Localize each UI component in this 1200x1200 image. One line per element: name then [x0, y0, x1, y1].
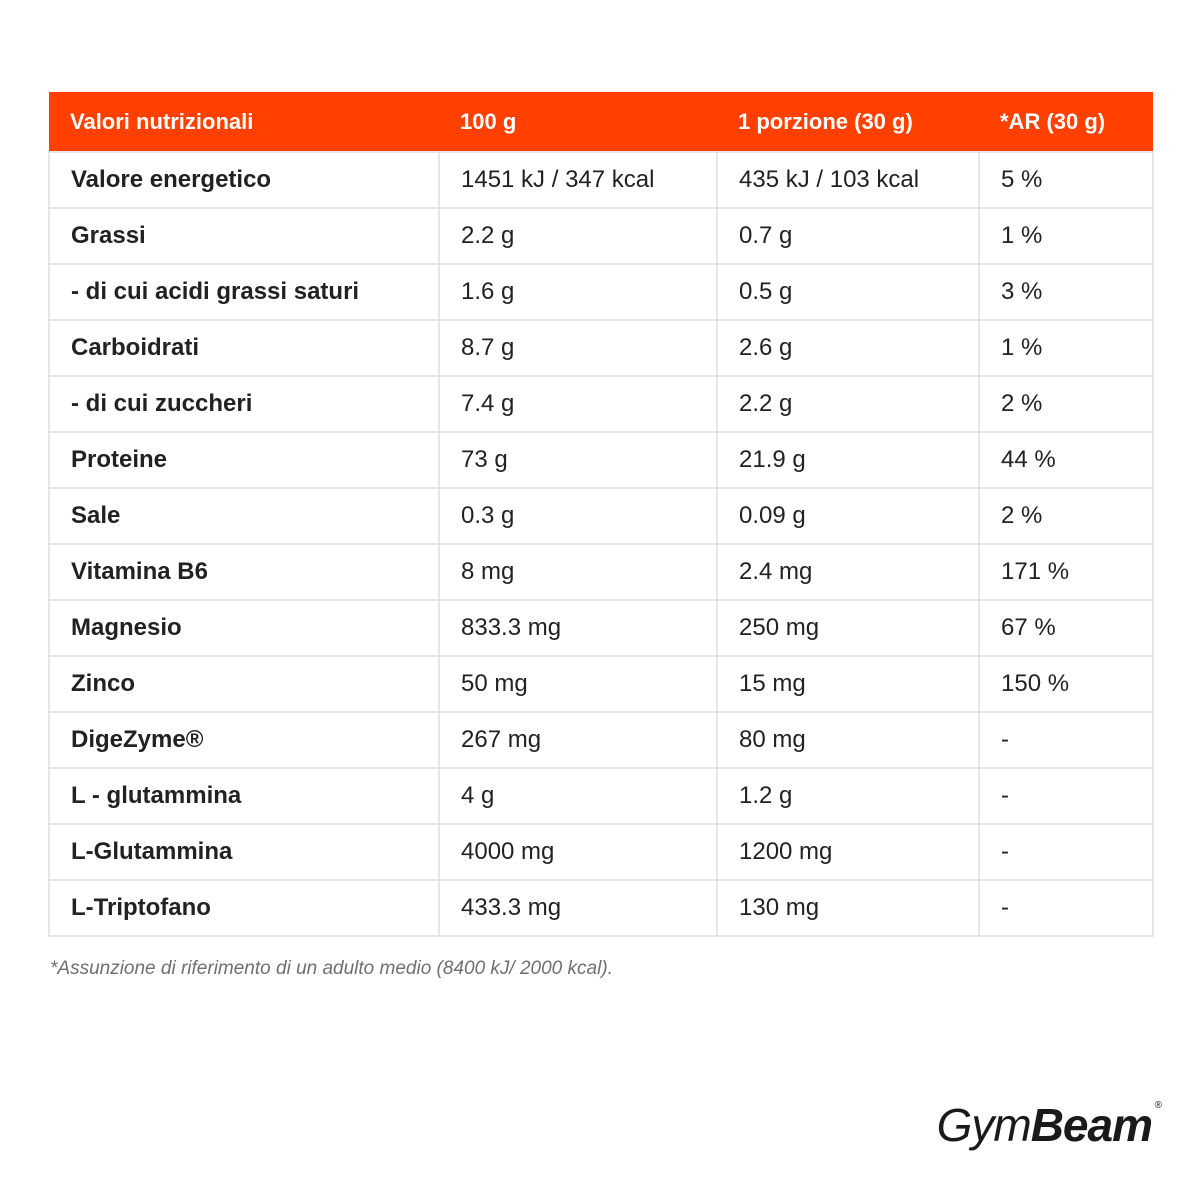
cell-reference-intake: 2 %: [979, 376, 1153, 432]
cell-per-100g: 833.3 mg: [439, 600, 717, 656]
cell-per-100g: 1.6 g: [439, 264, 717, 320]
table-row: [49, 488, 1153, 544]
cell-nutrient: L-Triptofano: [49, 880, 439, 936]
cell-per-100g: 8 mg: [439, 544, 717, 600]
cell-reference-intake: -: [979, 880, 1153, 936]
cell-per-portion: 1.2 g: [717, 768, 979, 824]
cell-per-100g: 4000 mg: [439, 824, 717, 880]
table-row: [49, 824, 1153, 880]
cell-reference-intake: 2 %: [979, 488, 1153, 544]
cell-reference-intake: 1 %: [979, 208, 1153, 264]
table-row: [49, 880, 1153, 936]
cell-per-portion: 2.2 g: [717, 376, 979, 432]
table-row: [49, 768, 1153, 824]
cell-reference-intake: 171 %: [979, 544, 1153, 600]
cell-per-100g: 2.2 g: [439, 208, 717, 264]
table-body: [49, 152, 1153, 936]
cell-per-100g: 433.3 mg: [439, 880, 717, 936]
header-reference-intake: *AR (30 g): [979, 92, 1153, 152]
cell-nutrient: Magnesio: [49, 600, 439, 656]
table-row: [49, 320, 1153, 376]
table-row: [49, 264, 1153, 320]
header-row: [49, 92, 1153, 152]
cell-nutrient: Sale: [49, 488, 439, 544]
gymbeam-logo: [936, 1098, 1162, 1152]
table-row: [49, 600, 1153, 656]
table-row: [49, 544, 1153, 600]
cell-per-portion: 0.5 g: [717, 264, 979, 320]
cell-per-100g: 1451 kJ / 347 kcal: [439, 152, 717, 208]
nutrition-table: [48, 92, 1154, 937]
table-row: [49, 712, 1153, 768]
cell-per-portion: 15 mg: [717, 656, 979, 712]
cell-nutrient: DigeZyme®: [49, 712, 439, 768]
cell-nutrient: L - glutammina: [49, 768, 439, 824]
cell-nutrient: Carboidrati: [49, 320, 439, 376]
cell-reference-intake: 67 %: [979, 600, 1153, 656]
cell-reference-intake: 150 %: [979, 656, 1153, 712]
header-per-portion: 1 porzione (30 g): [717, 92, 979, 152]
cell-reference-intake: -: [979, 768, 1153, 824]
cell-per-100g: 73 g: [439, 432, 717, 488]
cell-per-portion: 1200 mg: [717, 824, 979, 880]
cell-reference-intake: 3 %: [979, 264, 1153, 320]
cell-reference-intake: 5 %: [979, 152, 1153, 208]
cell-per-portion: 0.09 g: [717, 488, 979, 544]
cell-nutrient: Zinco: [49, 656, 439, 712]
cell-nutrient: - di cui acidi grassi saturi: [49, 264, 439, 320]
cell-reference-intake: -: [979, 712, 1153, 768]
cell-per-portion: 250 mg: [717, 600, 979, 656]
cell-nutrient: L-Glutammina: [49, 824, 439, 880]
cell-nutrient: Vitamina B6: [49, 544, 439, 600]
cell-per-portion: 21.9 g: [717, 432, 979, 488]
table-header: [49, 92, 1153, 152]
cell-nutrient: - di cui zuccheri: [49, 376, 439, 432]
cell-per-100g: 7.4 g: [439, 376, 717, 432]
cell-per-portion: 80 mg: [717, 712, 979, 768]
cell-per-portion: 130 mg: [717, 880, 979, 936]
cell-per-portion: 435 kJ / 103 kcal: [717, 152, 979, 208]
footnote: *Assunzione di riferimento di un adulto medio (8400 kJ/ 2000 kcal).: [50, 958, 613, 979]
cell-nutrient: Proteine: [49, 432, 439, 488]
cell-per-100g: 4 g: [439, 768, 717, 824]
cell-per-100g: 50 mg: [439, 656, 717, 712]
cell-nutrient: Grassi: [49, 208, 439, 264]
cell-per-100g: 0.3 g: [439, 488, 717, 544]
table-row: [49, 432, 1153, 488]
table-row: [49, 152, 1153, 208]
cell-reference-intake: 1 %: [979, 320, 1153, 376]
cell-per-100g: 267 mg: [439, 712, 717, 768]
table-row: [49, 208, 1153, 264]
logo-part-beam: Beam: [1030, 1099, 1152, 1151]
cell-reference-intake: -: [979, 824, 1153, 880]
cell-per-portion: 2.4 mg: [717, 544, 979, 600]
cell-per-portion: 2.6 g: [717, 320, 979, 376]
registered-mark: ®: [1154, 1100, 1162, 1111]
cell-per-100g: 8.7 g: [439, 320, 717, 376]
table-row: [49, 656, 1153, 712]
table-row: [49, 376, 1153, 432]
cell-reference-intake: 44 %: [979, 432, 1153, 488]
header-per-100g: 100 g: [439, 92, 717, 152]
cell-nutrient: Valore energetico: [49, 152, 439, 208]
logo-part-gym: Gym: [936, 1099, 1031, 1151]
cell-per-portion: 0.7 g: [717, 208, 979, 264]
header-nutrient: Valori nutrizionali: [49, 92, 439, 152]
